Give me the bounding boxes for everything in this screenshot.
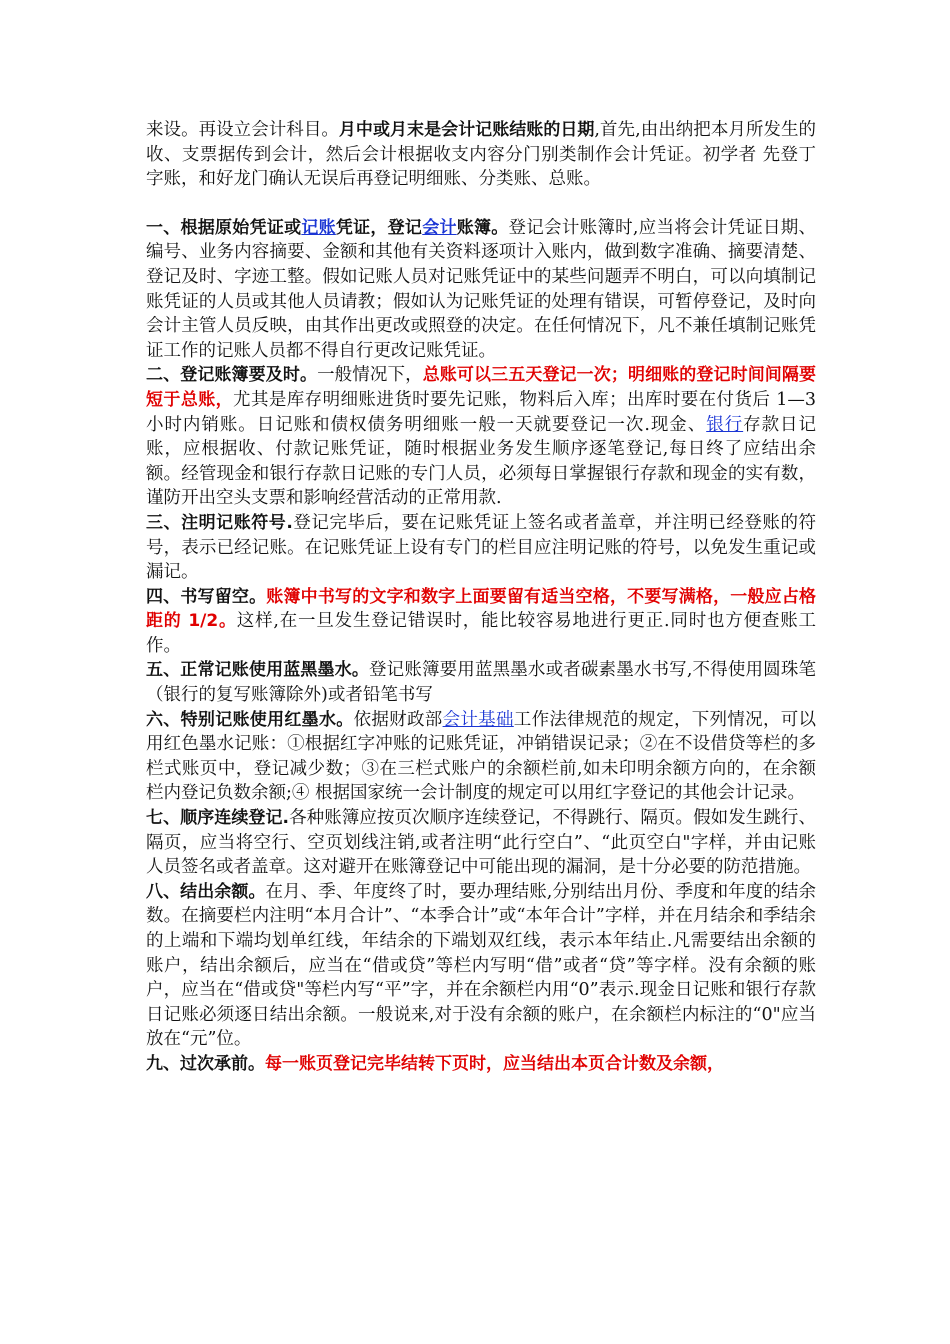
intro-text: 来设。再设立会计科目。 <box>146 120 339 140</box>
intro-text-cont: ,首先,由出纳把本月所发生的收、支票据传到会计，然后会计根据收支内容分门别类制作会计凭证。初学者 先登丁字账，和好龙门确认无误后再登记明细账、分类账、总账。 <box>146 120 817 190</box>
section-4 <box>146 585 816 659</box>
section-3 <box>146 511 816 585</box>
section-9-red-text: 每一账页登记完毕结转下页时，应当结出本页合计数及余额， <box>265 1053 724 1074</box>
section-1 <box>146 216 816 364</box>
section-9 <box>146 1052 816 1077</box>
document-page <box>146 118 816 1077</box>
link-kuaiji-jichu[interactable]: 会计基础 <box>442 709 514 730</box>
section-3-body: 登记完毕后，要在记账凭证上签名或者盖章，并注明已经登账的符号，表示已经记账。在记账凭证上设有专门的栏目应注明记账的符号，以免发生重记或漏记。 <box>146 512 816 583</box>
link-yinhang[interactable]: 银行 <box>706 414 744 435</box>
section-5-body: 登记账簿要用蓝黑墨水或者碳素墨水书写,不得使用圆珠笔（银行的复写账簿除外)或者铅笔书写 <box>146 660 816 706</box>
section-1-body: 登记会计账簿时,应当将会计凭证日期、编号、业务内容摘要、金额和其他有关资料逐项计入账内，做到数字准确、摘要清楚、登记及时、字迹工整。假如记账人员对记账凭证中的某些问题弄不明白，可以向填制记账凭证的人员或其他人员请教；假如认为记账凭证的处理有错误，可暂停登记，及时向会计主管人员反映，由其作出更改或照登的决定。在任何情况下，凡不兼任填制记账凭证工作的记账人员都不得自行更改记账凭证。 <box>146 217 817 361</box>
link-kuaiji[interactable]: 会计 <box>422 217 457 238</box>
section-6-heading: 六、特别记账使用红墨水。 <box>146 709 354 730</box>
section-1-heading: 一、根据原始凭证或记账凭证，登记会计账簿。 <box>146 217 509 238</box>
section-4-red-text: 账簿中书写的文字和数字上面要留有适当空格，不要写满格，一般应占格距的 1/2。 <box>146 586 817 632</box>
section-2-red-text: 总账可以三五天登记一次；明细账的登记时间间隔要短于总账， <box>146 365 817 410</box>
section-9-heading: 九、过次承前。 <box>146 1053 265 1074</box>
section-4-body: 这样,在一旦发生登记错误时，能比较容易地进行更正.同时也方便查账工作。 <box>146 611 817 656</box>
section-2-heading: 二、登记账簿要及时。 <box>146 365 318 386</box>
section-8-body: 在月、季、年度终了时，要办理结账,分别结出月份、季度和年度的结余数。在摘要栏内注明“本月合计”、“本季合计”或“本年合计”字样，并在月结余和季结余的上端和下端均划单红线，年结余的下端划双红线，表示本年结止.凡需要结出余额的账户，结出余额后，应当在“借或贷”等栏内写明“借”或者“贷”等字样。没有余额的账户，应当在“借或贷"等栏内写“平”字，并在余额栏内用“0”表示.现金日记账和银行存款日记账必须逐日结出余额。一般说来,对于没有余额的账户，在余额栏内标注的“0"应当放在“元”位。 <box>146 881 817 1050</box>
section-8-heading: 八、结出余额。 <box>146 881 266 902</box>
section-7 <box>146 806 816 880</box>
section-7-heading: 七、顺序连续登记. <box>146 808 289 829</box>
link-jizhang[interactable]: 记账 <box>301 217 336 238</box>
section-8 <box>146 880 816 1052</box>
intro-bold-text: 月中或月末是会计记账结账的日期 <box>338 120 595 140</box>
section-5 <box>146 658 816 707</box>
section-4-heading: 四、书写留空。 <box>146 586 267 607</box>
section-5-heading: 五、正常记账使用蓝黑墨水。 <box>146 660 370 681</box>
section-3-heading: 三、注明记账符号. <box>146 512 293 533</box>
intro-paragraph <box>146 118 816 192</box>
section-7-body: 各种账簿应按页次顺序连续登记，不得跳行、隔页。假如发生跳行、隔页，应当将空行、空页划线注销,或者注明“此行空白”、“此页空白"字样，并由记账人员签名或者盖章。这对避开在账簿登记中可能出现的漏洞，是十分必要的防范措施。 <box>146 808 816 878</box>
section-2: 二、登记账簿要及时。一般情况下，总账可以三五天登记一次；明细账的登记时间间隔要短于总账，尤其是库存明细账进货时要先记账，物料后入库；出库时要在付货后 1—3 小时内销账。日记账和债权债务明细账一般一天就要登记一次.现金、银行存款日记账，应根据收、付款记账凭证，随时根据业务发生顺序逐笔登记,每日终了应结出余额。经管现金和银行存款日记账的专门人员，必须每日掌握银行存款和现金的实有数，谨防开出空头支票和影响经营活动的正常用款. <box>146 365 817 509</box>
section-6: 六、特别记账使用红墨水。依据财政部会计基础工作法律规范的规定，下列情况，可以用红色墨水记账：①根据红字冲账的记账凭证，冲销错误记录；②在不设借贷等栏的多栏式账页中，登记减少数；③在三栏式账户的余额栏前,如未印明余额方向的，在余额栏内登记负数余额;④ 根据国家统一会计制度的规定可以用红字登记的其他会计记录。 <box>146 709 817 804</box>
